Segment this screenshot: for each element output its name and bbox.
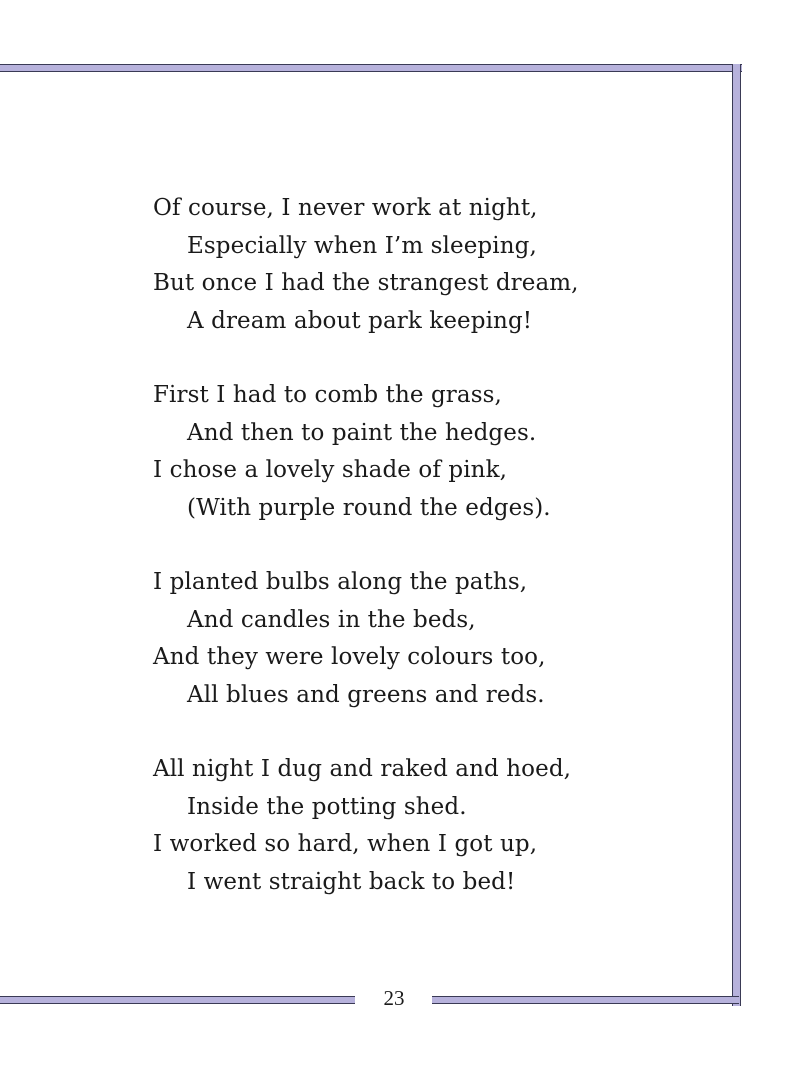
page-border-top [0,64,742,72]
poem-line: A dream about park keeping! [187,307,533,334]
poem-line: I worked so hard, when I got up, [153,831,538,857]
poem-line: (With purple round the edges). [187,494,551,521]
poem-line: Inside the potting shed. [187,793,467,820]
poem-line: I went straight back to bed! [187,868,516,895]
page-border-right [732,64,741,1006]
poem-line: I planted bulbs along the paths, [153,569,528,595]
poem [153,190,713,938]
poem-line: But once I had the strangest dream, [153,270,579,296]
poem-line: All night I dug and raked and hoed, [153,756,572,782]
page-border-bottom-right [432,996,739,1004]
poem-line: Of course, I never work at night, [153,195,538,221]
poem-line: I chose a lovely shade of pink, [153,457,508,483]
stanza-1 [153,190,713,340]
stanza-3 [153,564,713,714]
stanza-4 [153,751,713,901]
poem-line: Especially when I’m sleeping, [187,232,537,259]
page-number: 23 [383,986,405,1010]
poem-line: And candles in the beds, [187,606,476,633]
poem-line: All blues and greens and reds. [187,681,545,708]
poem-line: First I had to comb the grass, [153,382,502,408]
stanza-2 [153,377,713,527]
poem-line: And they were lovely colours too, [153,644,546,670]
page-border-bottom-left [0,996,355,1004]
poem-line: And then to paint the hedges. [187,419,537,446]
